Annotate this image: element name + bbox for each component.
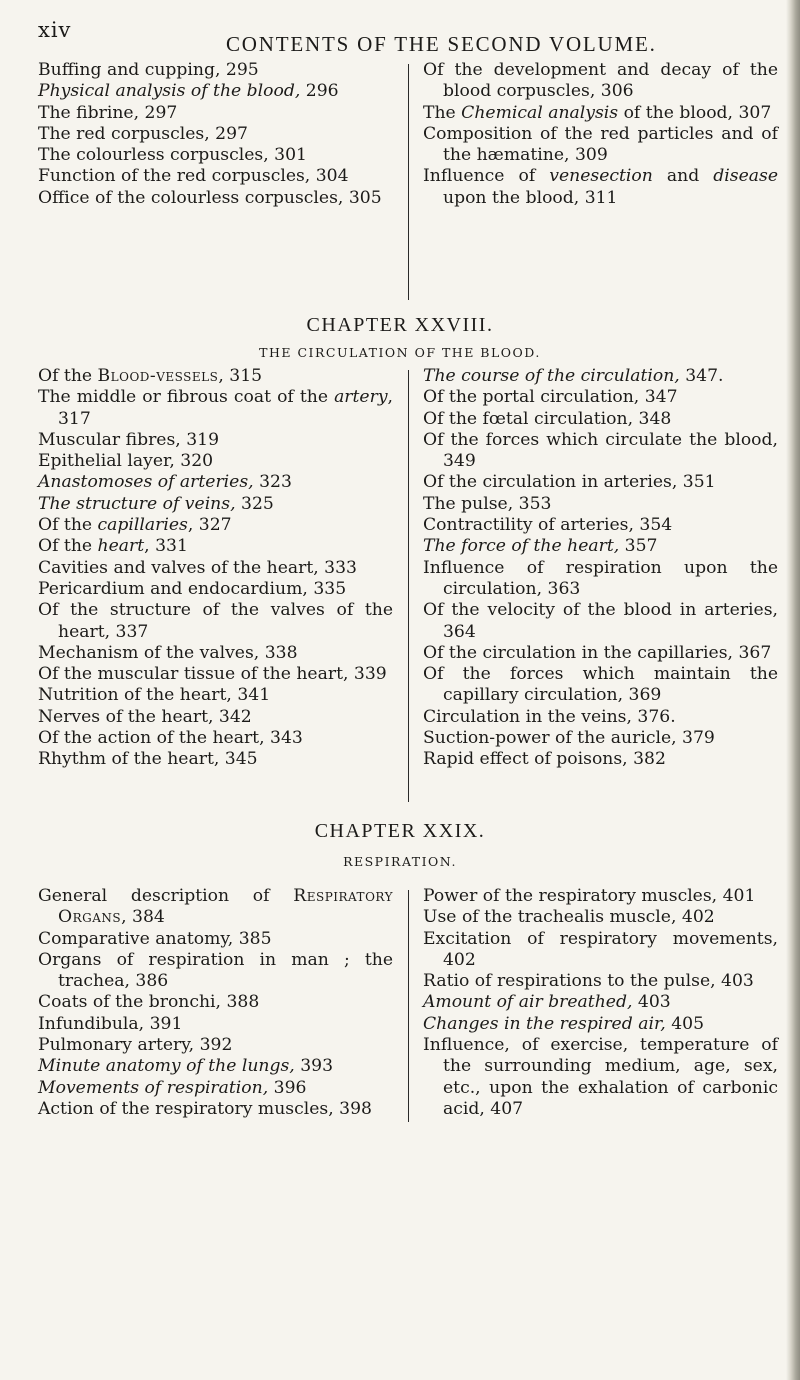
running-title: CONTENTS OF THE SECOND VOLUME. [226,32,657,56]
toc-entry: Pericardium and endocardium, 335 [38,578,347,599]
toc-entry: Minute anatomy of the lungs, 393 [38,1056,334,1077]
toc-entry: Power of the respiratory muscles, 401 [423,886,756,906]
toc-entry: Mechanism of the valves, 338 [38,642,298,663]
italic-topic: Physical analysis of the blood, [38,81,301,102]
toc-entry: Movements of respiration, 396 [38,1077,307,1098]
page-header [38,18,760,58]
toc-entry: Excitation of respiratory movements, 402 [423,928,778,970]
toc-entry: Of the structure of the valves of the heart, 337 [38,600,393,642]
toc-entry: The middle or fibrous coat of the artery, 317 [38,387,393,429]
toc-entry: Composition of the red particles and of the hæmatine, 309 [423,123,778,166]
toc-entry: Influence of respiration upon the circulation, 363 [423,557,778,599]
toc-entry: Of the portal circulation, 347 [423,387,678,408]
toc-entry: The force of the heart, 357 [423,536,658,557]
toc-entry: Of the development and decay of the blood corpuscles, 306 [423,60,778,102]
toc-entry: Circulation in the veins, 376. [423,706,676,727]
toc-entry: Office of the colourless corpuscles, 305 [38,187,382,208]
toc-entry: Pulmonary artery, 392 [38,1035,233,1056]
toc-entry: Muscular fibres, 319 [38,429,220,450]
toc-entry: The Chemical analysis of the blood, 307 [423,102,772,123]
toc-entry: Amount of air breathed, 403 [423,992,671,1013]
toc-entry: Suction-power of the auricle, 379 [423,728,715,749]
toc-entry: Of the circulation in the capillaries, 367 [423,642,772,663]
toc-entry: Of the forces which maintain the capillary circulation, 369 [423,664,778,706]
toc-entry: Cavities and valves of the heart, 333 [38,557,357,578]
toc-entry: Buffing and cupping, 295 [38,60,259,80]
column-divider [408,370,409,802]
toc-entry: Comparative anatomy, 385 [38,928,272,949]
toc-entry: Of the capillaries, 327 [38,515,232,536]
right-column [423,886,778,1120]
toc-entry: Changes in the respired air, 405 [423,1013,705,1034]
page-number: xiv [38,18,72,42]
left-column [38,366,393,771]
right-column [423,60,778,209]
chapter-29-title: CHAPTER XXIX. [314,820,486,842]
toc-entry: Use of the trachealis muscle, 402 [423,907,715,928]
toc-entry: Of the muscular tissue of the heart, 339 [38,664,387,685]
toc-entry: General description of Respiratory Organs, 384 [38,886,393,928]
toc-entry: Nerves of the heart, 342 [38,706,252,727]
toc-entry: Of the forces which circulate the blood, 349 [423,429,778,472]
toc-entry: Contractility of arteries, 354 [423,515,673,536]
toc-entry: Of the action of the heart, 343 [38,728,303,749]
page-edge-shadow [786,0,800,1380]
toc-entry: Of the velocity of the blood in arteries, 364 [423,600,778,642]
column-divider [408,890,409,1122]
toc-entry: Influence of venesection and disease upon the blood, 311 [423,166,778,208]
toc-entry: Coats of the bronchi, 388 [38,992,260,1013]
toc-entry: Anastomoses of arteries, 323 [38,472,292,493]
toc-entry: Rhythm of the heart, 345 [38,749,258,770]
toc-entry: Epithelial layer, 320 [38,451,214,472]
toc-entry: Nutrition of the heart, 341 [38,685,271,706]
toc-entry: Of the heart, 331 [38,536,188,557]
toc-entry: The fibrine, 297 [38,102,178,123]
toc-entry: Organs of respiration in man ; the trachea, 386 [38,949,393,992]
chapter-28-subtitle: THE CIRCULATION OF THE BLOOD. [259,345,541,360]
left-column [38,60,393,209]
left-column [38,886,393,1120]
toc-entry: The course of the circulation, 347. [423,366,724,386]
toc-entry: Physical analysis of the blood, 296 [38,81,339,102]
toc-entry: Influence, of exercise, temperature of the surrounding medium, age, sex, etc., upon the exhalation of carbonic acid, 407 [423,1035,778,1119]
toc-entry: The colourless corpuscles, 301 [38,145,307,166]
toc-entry: Rapid effect of poisons, 382 [423,749,666,770]
toc-entry: The pulse, 353 [423,493,552,514]
toc-entry: Of the circulation in arteries, 351 [423,472,716,493]
toc-entry: Infundibula, 391 [38,1013,183,1034]
toc-entry: Of the Blood-vessels, 315 [38,366,263,386]
toc-entry: The structure of veins, 325 [38,493,274,514]
toc-entry: Action of the respiratory muscles, 398 [38,1098,372,1119]
toc-entry: Function of the red corpuscles, 304 [38,166,349,187]
toc-entry: The red corpuscles, 297 [38,123,248,144]
right-column [423,366,778,771]
toc-entry: Ratio of respirations to the pulse, 403 [423,971,754,992]
toc-entry: Of the fœtal circulation, 348 [423,408,672,429]
chapter-29-subtitle: RESPIRATION. [343,854,457,869]
chapter-28-title: CHAPTER XXVIII. [306,314,494,336]
column-divider [408,64,409,300]
